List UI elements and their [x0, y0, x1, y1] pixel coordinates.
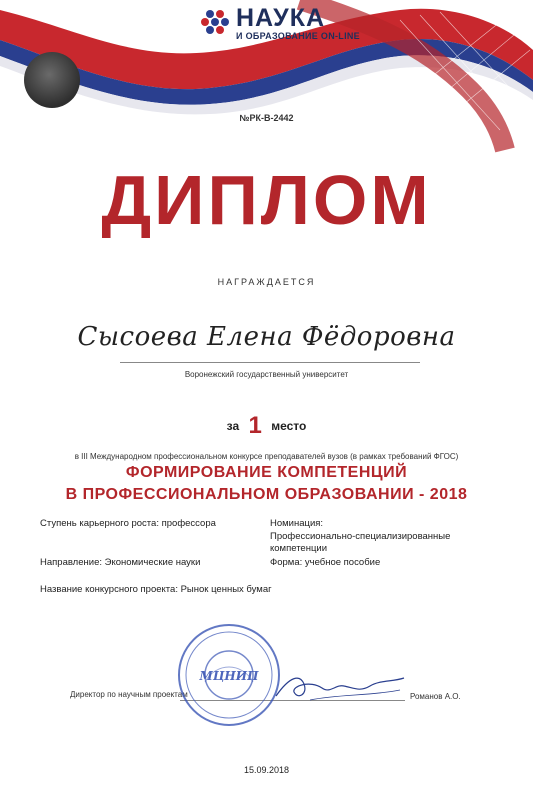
place-award — [0, 412, 533, 440]
logo-title: НАУКА — [236, 4, 326, 32]
theme-line-2: В ПРОФЕССИОНАЛЬНОМ ОБРАЗОВАНИИ - 2018 — [65, 486, 468, 503]
issue-date: 15.09.2018 — [243, 765, 290, 775]
nomination-label: Номинация: — [270, 518, 324, 529]
awarded-label: НАГРАЖДАЕТСЯ — [217, 277, 316, 287]
signature-icon — [270, 666, 410, 708]
director-label: Директор по научным проектам — [70, 690, 188, 699]
recipient-university: Воронежский государственный университет — [184, 370, 349, 379]
form: Форма: учебное пособие — [270, 557, 381, 568]
logo-subtitle: И ОБРАЗОВАНИЕ ON-LINE — [236, 31, 360, 41]
project-name: Название конкурсного проекта: Рынок ценных бумаг — [40, 584, 272, 595]
contest-theme — [0, 462, 533, 506]
name-underline — [120, 362, 420, 363]
theme-line-1: ФОРМИРОВАНИЕ КОМПЕТЕНЦИЙ — [125, 464, 408, 481]
official-stamp-icon — [176, 622, 282, 728]
logo — [200, 6, 360, 42]
recipient-name: Сысоева Елена Фёдоровна — [77, 322, 456, 352]
career-stage: Ступень карьерного роста: профессора — [40, 518, 216, 529]
registration-number: №РК-В-2442 — [239, 113, 294, 123]
diploma-title: ДИПЛОМ — [101, 161, 432, 239]
direction: Направление: Экономические науки — [40, 557, 201, 568]
embossed-seal-icon — [24, 52, 80, 108]
nomination-value: Профессионально-специализированные компетенции — [270, 531, 451, 554]
place-number: 1 — [248, 412, 262, 439]
stamp-center-text: МЦНИП — [199, 669, 259, 683]
place-prefix: за — [226, 419, 240, 433]
place-suffix: место — [271, 419, 307, 433]
director-name: Романов А.О. — [410, 692, 461, 701]
contest-description: в III Международном профессиональном конкурсе преподавателей вузов (в рамках требований ФГОС) — [74, 452, 459, 461]
logo-hexagon-icon — [200, 6, 232, 38]
